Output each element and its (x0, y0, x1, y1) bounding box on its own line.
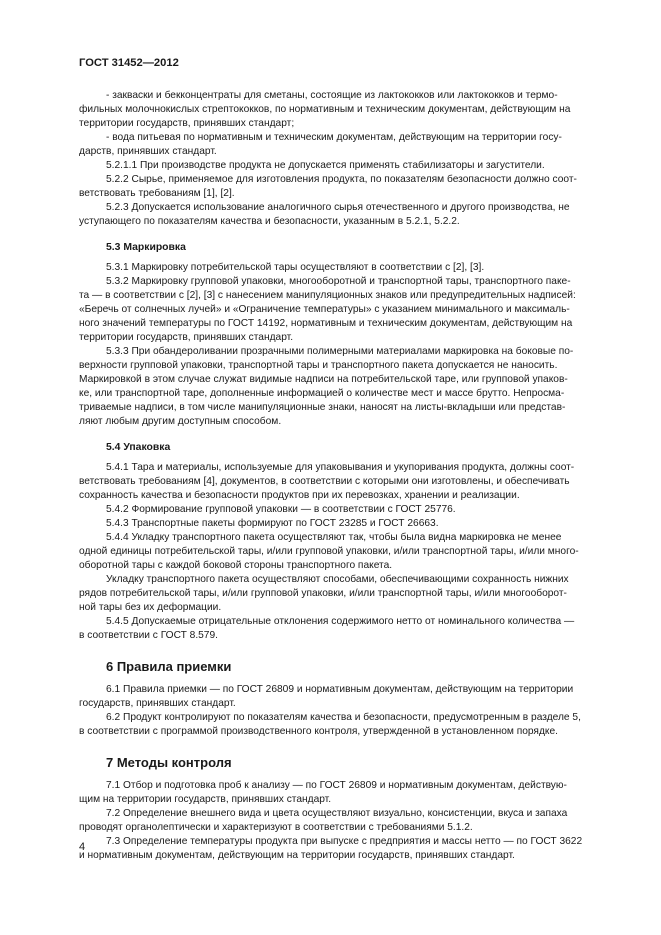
paragraph: 5.2.3 Допускается использование аналогичного сырья отечественного и другого производства, не уступающего по показателям качества и безопасности, указанным в 5.2.1, 5.2.2. (79, 202, 570, 227)
paragraph: - вода питьевая по нормативным и техническим документам, действующим на территории госу- дарств, принявших стандарт. (79, 132, 562, 157)
section-heading: 6 Правила приемки (106, 659, 232, 674)
paragraph: 5.4.1 Тара и материалы, используемые для упаковывания и укупоривания продукта, должны соот- ветствовать требованиям [4], документов, в соответствии с которыми они изготовлены, и обеспечивать сохранность качества и безопасности продуктов при их перевозках, хранении и реализации. (79, 462, 575, 501)
document-header: ГОСТ 31452—2012 (79, 57, 179, 69)
paragraph: 6.2 Продукт контролируют по показателям качества и безопасности, предусмотренным в разделе 5, в соответствии с программой производственного контроля, утвержденной в установленном порядке. (79, 712, 581, 737)
paragraph: 5.3.1 Маркировку потребительской тары осуществляют в соответствии с [2], [3]. (106, 262, 485, 273)
subsection-heading: 5.3 Маркировка (106, 242, 186, 253)
document-body (79, 89, 616, 863)
paragraph: - закваски и бекконцентраты для сметаны, состоящие из лактококков или лактококков и термо- фильных молочнокислых стрептококков, по нормативным и техническим документам, действующим на территории государств, принявших стандарт; (79, 90, 571, 129)
paragraph: 5.4.3 Транспортные пакеты формируют по ГОСТ 23285 и ГОСТ 26663. (106, 518, 439, 529)
paragraph: 5.3.3 При обандероливании прозрачными полимерными материалами маркировка на боковые по- верхности групповой упаковки, транспортной тары и транспортного пакета допускается не наносить. Маркировкой в этом случае служат видимые надписи на потребительской таре, или групповой упаков- ке, или транспортной таре, дополненные информацией о количестве мест и массе брутто. Непросма- триваемые надписи, в том числе манипуляционные знаки, наносят на листы-вкладыши или представ- ляют любым другим доступным способом. (79, 346, 574, 427)
paragraph: 7.1 Отбор и подготовка проб к анализу — по ГОСТ 26809 и нормативным документам, действую- щим на территории государств, принявших стандарт. (79, 780, 567, 805)
section-heading: 7 Методы контроля (106, 755, 232, 770)
page-number: 4 (79, 841, 86, 853)
paragraph: 7.3 Определение температуры продукта при выпуске с предприятия и массы нетто — по ГОСТ 3622 и нормативным документам, действующим на территории государств, принявших стандарт. (79, 836, 583, 861)
paragraph: 6.1 Правила приемки — по ГОСТ 26809 и нормативным документам, действующим на территории государств, принявших стандарт. (79, 684, 574, 709)
paragraph: 5.2.1.1 При производстве продукта не допускается применять стабилизаторы и загустители. (106, 160, 545, 171)
paragraph: 5.3.2 Маркировку групповой упаковки, многооборотной и транспортной тары, транспортного паке- та — в соответствии с [2], [3] с нанесением манипуляционных знаков или предупредительных надписей: «Беречь от солнечных лучей» и «Ограничение температуры» с указанием минимального и максималь- ного значений температуры по ГОСТ 14192, нормативным и техническим документам, действующим на территории государств, принявших стандарт. (79, 276, 576, 343)
paragraph: 5.4.2 Формирование групповой упаковки — в соответствии с ГОСТ 25776. (106, 504, 456, 515)
paragraph: 5.2.2 Сырье, применяемое для изготовления продукта, по показателям безопасности должно соот- ветствовать требованиям [1], [2]. (79, 174, 577, 199)
paragraph: 5.4.5 Допускаемые отрицательные отклонения содержимого нетто от номинального количества — в соответствии с ГОСТ 8.579. (79, 616, 575, 641)
paragraph: 5.4.4 Укладку транспортного пакета осуществляют так, чтобы была видна маркировка не менее одной единицы потребительской тары, и/или групповой упаковки, и/или транспортной тары, и/или много- оборотной тары с каждой боковой стороны транспортного пакета. (79, 532, 579, 571)
paragraph: 7.2 Определение внешнего вида и цвета осуществляют визуально, консистенции, вкуса и запаха проводят органолептически и характеризуют в соответствии с требованиями 5.1.2. (79, 808, 568, 833)
paragraph: Укладку транспортного пакета осуществляют способами, обеспечивающими сохранность нижних рядов потребительской тары, и/или групповой упаковки, и/или транспортной тары, и/или многооборот- ной тары без их деформации. (79, 574, 569, 613)
subsection-heading: 5.4 Упаковка (106, 442, 171, 453)
